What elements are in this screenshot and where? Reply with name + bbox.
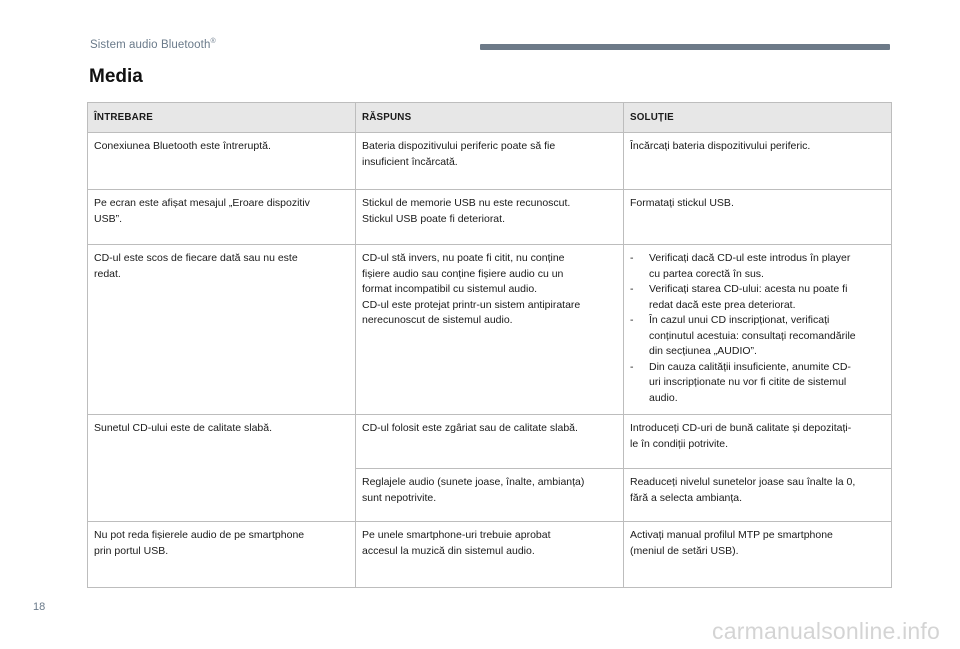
question-cell — [88, 245, 356, 415]
watermark: carmanualsonline.info — [712, 618, 940, 644]
solution-item-text: În cazul unui CD inscripționat, verificați conținutul acestuia: consultați recomandările din secțiunea „AUDIO”. — [649, 314, 856, 357]
answer-text: CD-ul folosit este zgâriat sau de calitate slabă. — [362, 422, 578, 434]
solution-list-item: - Din cauza calității insuficiente, anumite CD- uri inscripționate nu vor fi citite de sistemul audio. — [630, 360, 885, 407]
question-text: Nu pot reda fișierele audio de pe smartphone prin portul USB. — [94, 529, 305, 557]
question-text: CD-ul este scos de fiecare dată sau nu este redat. — [94, 252, 298, 280]
answer-text: CD-ul stă invers, nu poate fi citit, nu conține fișiere audio sau conține fișiere audio cu un format incompatibil cu sistemul audio. CD-ul este protejat printr-un sistem antipiratare nerecunoscut de sistemul audio. — [362, 252, 581, 326]
solution-item-text: Verificați dacă CD-ul este introdus în player cu partea corectă în sus. — [649, 252, 851, 280]
question-cell — [88, 190, 356, 245]
table-row — [88, 190, 892, 245]
solution-list-item: - Verificați starea CD-ului: acesta nu poate fi redat dacă este prea deteriorat. — [630, 282, 885, 313]
solution-cell — [624, 133, 892, 190]
answer-cell — [356, 190, 624, 245]
page-number: 18 — [33, 601, 46, 613]
solution-text: Introduceți CD-uri de bună calitate și depozitați- le în condiții potrivite. — [630, 422, 852, 450]
answer-cell — [356, 133, 624, 190]
question-cell — [88, 415, 356, 522]
question-cell — [88, 522, 356, 588]
answer-cell — [356, 415, 624, 469]
answer-text: Stickul de memorie USB nu este recunoscut. Stickul USB poate fi deteriorat. — [362, 197, 571, 225]
solution-text: Încărcați bateria dispozitivului periferic. — [630, 140, 811, 152]
answer-text: Bateria dispozitivului periferic poate să fie insuficient încărcată. — [362, 140, 556, 168]
question-text: Sunetul CD-ului este de calitate slabă. — [94, 422, 273, 434]
header-title-text: Sistem audio Bluetooth — [90, 38, 211, 51]
solution-cell — [624, 245, 892, 415]
column-header-solution: SOLUȚIE — [624, 103, 892, 133]
solution-cell — [624, 415, 892, 469]
answer-cell — [356, 245, 624, 415]
solution-text: Formatați stickul USB. — [630, 197, 734, 209]
column-header-answer: RĂSPUNS — [356, 103, 624, 133]
header-title — [90, 38, 216, 51]
solution-item-text: Verificați starea CD-ului: acesta nu poate fi redat dacă este prea deteriorat. — [649, 283, 848, 311]
table-row — [88, 522, 892, 588]
column-header-question: ÎNTREBARE — [88, 103, 356, 133]
solution-item-text: Din cauza calității insuficiente, anumite CD- uri inscripționate nu vor fi citite de sistemul audio. — [649, 360, 851, 404]
solution-list-item: - În cazul unui CD inscripționat, verificați conținutul acestuia: consultați recomandările din secțiunea „AUDIO”. — [630, 313, 885, 360]
question-cell — [88, 133, 356, 190]
solution-list-item: - Verificați dacă CD-ul este introdus în player cu partea corectă în sus. — [630, 251, 885, 282]
answer-cell — [356, 522, 624, 588]
solution-cell — [624, 522, 892, 588]
table-row — [88, 245, 892, 415]
solution-cell — [624, 190, 892, 245]
answer-cell — [356, 469, 624, 522]
media-troubleshooting-table — [87, 102, 892, 588]
table-row — [88, 133, 892, 190]
question-text: Conexiunea Bluetooth este întreruptă. — [94, 140, 271, 152]
table-header-row — [88, 103, 892, 133]
solution-list — [630, 251, 885, 406]
registered-mark: ® — [210, 38, 216, 45]
question-text: Pe ecran este afișat mesajul „Eroare dispozitiv USB”. — [94, 197, 310, 225]
solution-text: Readuceți nivelul sunetelor joase sau înalte la 0, fără a selecta ambianța. — [630, 476, 856, 504]
section-title: Media — [89, 66, 143, 87]
table-row — [88, 415, 892, 469]
answer-text: Pe unele smartphone-uri trebuie aprobat accesul la muzică din sistemul audio. — [362, 529, 551, 557]
solution-cell — [624, 469, 892, 522]
solution-text: Activați manual profilul MTP pe smartphone (meniul de setări USB). — [630, 529, 833, 557]
header-bar — [480, 44, 890, 50]
answer-text: Reglajele audio (sunete joase, înalte, ambianța) sunt nepotrivite. — [362, 476, 585, 504]
